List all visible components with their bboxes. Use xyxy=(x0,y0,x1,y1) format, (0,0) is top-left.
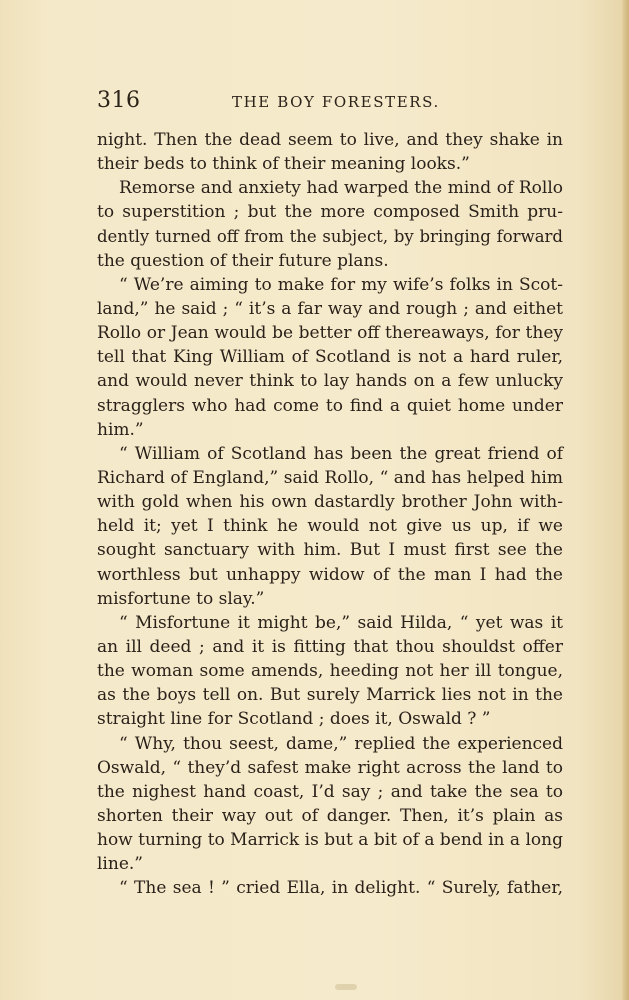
running-head: THE BOY FORESTERS. xyxy=(232,93,440,111)
text-line: night. Then the dead seem to live, and they shake in xyxy=(97,130,563,150)
text-line: shorten their way out of danger. Then, it’s plain as xyxy=(97,805,563,826)
text-line: to superstition ; but the more composed Smith pru- xyxy=(97,202,563,223)
text-line: dently turned off from the subject, by bringing forward xyxy=(97,226,563,246)
text-line: tell that King William of Scotland is not a hard ruler, xyxy=(97,347,563,368)
text-line: the question of their future plans. xyxy=(97,250,389,271)
text-line: stragglers who had come to find a quiet home under xyxy=(97,395,563,416)
text-line: Remorse and anxiety had warped the mind of Rollo xyxy=(119,178,563,199)
text-line: with gold when his own dastardly brother John with- xyxy=(97,492,563,513)
text-line: him.” xyxy=(97,419,144,440)
text-line: “ Why, thou seest, dame,” replied the experienced xyxy=(119,733,563,754)
text-line: as the boys tell on. But surely Marrick lies not in the xyxy=(97,685,563,706)
paper-smudge xyxy=(335,984,357,990)
text-line: held it; yet I think he would not give us up, if we xyxy=(97,516,563,537)
text-line: land,” he said ; “ it’s a far way and rough ; and eithet xyxy=(97,298,563,319)
page-edge xyxy=(622,0,629,1000)
text-line: “ William of Scotland has been the great friend of xyxy=(119,443,563,464)
text-line: “ Misfortune it might be,” said Hilda, “ yet was it xyxy=(119,612,563,633)
text-line: “ We’re aiming to make for my wife’s folks in Scot- xyxy=(119,274,563,295)
page-header xyxy=(97,88,563,118)
body-text xyxy=(97,128,563,901)
text-line: an ill deed ; and it is fitting that thou shouldst offer xyxy=(97,636,563,657)
text-line: worthless but unhappy widow of the man I had the xyxy=(97,564,563,585)
text-line: the woman some amends, heeding not her ill tongue, xyxy=(97,661,563,682)
text-line: misfortune to slay.” xyxy=(97,588,265,609)
text-line: sought sanctuary with him. But I must first see the xyxy=(97,540,563,561)
text-line: Rollo or Jean would be better off thereaways, for they xyxy=(97,323,563,344)
text-line: line.” xyxy=(97,854,143,875)
text-line: Richard of England,” said Rollo, “ and has helped him xyxy=(97,467,563,488)
page-number: 316 xyxy=(97,88,141,113)
text-line: how turning to Marrick is but a bit of a bend in a long xyxy=(97,830,563,851)
text-line: the nighest hand coast, I’d say ; and take the sea to xyxy=(97,781,563,802)
text-line: “ The sea ! ” cried Ella, in delight. “ Surely, father, xyxy=(119,878,563,899)
text-line: straight line for Scotland ; does it, Oswald ? ” xyxy=(97,709,491,730)
text-line: Oswald, “ they’d safest make right across the land to xyxy=(97,757,563,778)
text-line: their beds to think of their meaning looks.” xyxy=(97,154,470,175)
text-line: and would never think to lay hands on a few unlucky xyxy=(97,371,563,392)
